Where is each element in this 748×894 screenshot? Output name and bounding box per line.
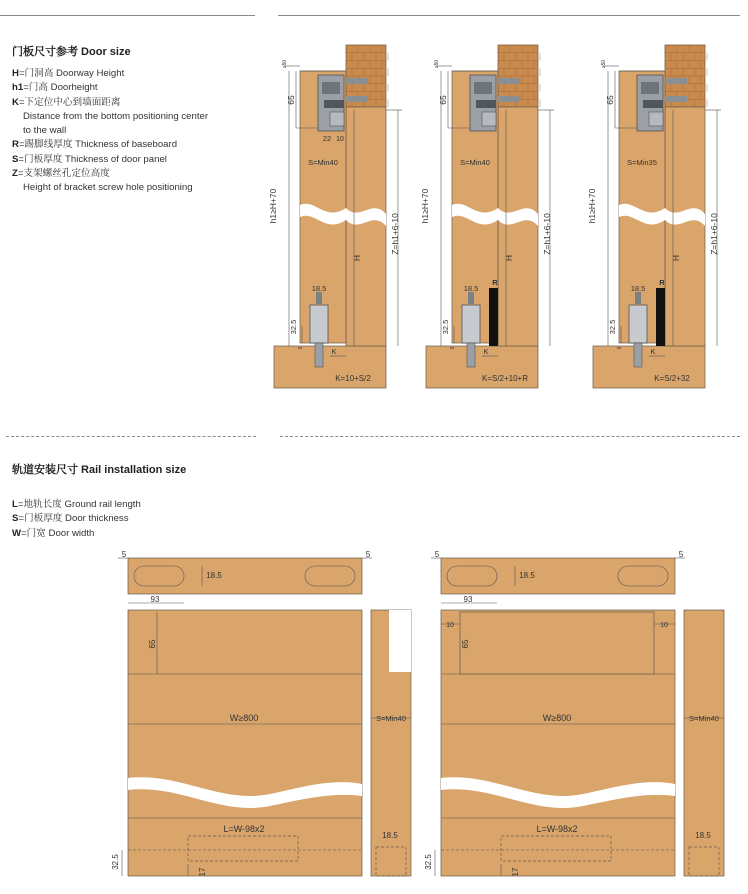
thickness-label: S=Min40 xyxy=(460,158,490,167)
dim-22: 22 xyxy=(322,134,332,143)
dim-32-5: 32.5 xyxy=(424,854,433,870)
rail-size-title: 轨道安装尺寸 Rail installation size xyxy=(12,464,187,476)
h-label: H xyxy=(504,254,514,262)
dim-10: 10 xyxy=(660,622,668,629)
bracket-detail xyxy=(330,112,344,126)
top-rail xyxy=(128,558,362,594)
dim-17: 17 xyxy=(198,867,207,877)
bottom-guide-pin xyxy=(468,292,474,304)
door-diagram xyxy=(420,45,554,388)
k-label: K xyxy=(483,347,489,356)
thickness-label: S=Min40 xyxy=(308,158,338,167)
bracket-detail xyxy=(641,82,659,94)
dim-5: 5 xyxy=(678,550,684,559)
side-notch xyxy=(389,610,411,672)
dim-93: 93 xyxy=(150,595,160,604)
bracket-detail xyxy=(474,82,492,94)
h1-label: h1≥H+70 xyxy=(587,188,597,224)
z-label: Z=h1+6-10 xyxy=(709,213,719,255)
floor-pin xyxy=(634,343,642,367)
legend-row: S=门板厚度 Door thickness xyxy=(12,513,129,525)
bottom-guide-pin xyxy=(316,292,322,304)
dim-32-5: 32.5 xyxy=(608,319,617,335)
floor-pin xyxy=(467,343,475,367)
door-diagram xyxy=(268,45,402,388)
wall-lower xyxy=(346,107,386,346)
bracket-detail xyxy=(649,112,663,126)
bottom-guide xyxy=(462,305,480,343)
dim-5: 5 xyxy=(365,550,371,559)
dim-18-5: 18.5 xyxy=(695,831,711,840)
dim-5: 5 xyxy=(121,550,127,559)
k-formula: K=S/2+32 xyxy=(654,374,690,383)
bracket-detail xyxy=(476,100,496,108)
w-label: W≥800 xyxy=(229,713,259,723)
legend-row: K=下定位中心到墙面距离 xyxy=(12,96,121,108)
dim-65: 65 xyxy=(286,95,296,105)
floor-pin xyxy=(315,343,323,367)
w-label: W≥800 xyxy=(542,713,572,723)
dim-65: 65 xyxy=(461,639,470,649)
legend-row: H=门洞高 Doorway Height xyxy=(12,68,125,79)
dim-10: 10 xyxy=(336,136,344,143)
legend-row: W=门宽 Door width xyxy=(12,527,95,539)
s-label: S=Min40 xyxy=(376,714,406,723)
dim-32-5: 32.5 xyxy=(111,854,120,870)
top-rail xyxy=(441,558,675,594)
dim-6: 6 xyxy=(450,346,456,350)
r-label: R xyxy=(659,278,665,287)
bracket-detail xyxy=(643,100,663,108)
bracket-detail xyxy=(322,82,340,94)
dim-93: 93 xyxy=(463,595,473,604)
s-label: S=Min40 xyxy=(689,714,719,723)
bottom-guide-pin xyxy=(635,292,641,304)
legend-row: to the wall xyxy=(23,125,67,137)
bottom-guide xyxy=(310,305,328,343)
wall-lower xyxy=(665,107,705,346)
legend-row: h1=门高 Doorheight xyxy=(12,82,98,94)
h-label: H xyxy=(352,254,362,262)
wall-lower xyxy=(498,107,538,346)
dim-10: 10 xyxy=(446,622,454,629)
gap-label: ≥50 xyxy=(282,59,288,69)
l-label: L=W-98x2 xyxy=(536,824,578,834)
legend-row: L=地轨长度 Ground rail length xyxy=(12,499,141,510)
rail-diagram xyxy=(111,550,411,876)
legend-row: Height of bracket screw hole positioning xyxy=(23,182,193,194)
k-formula: K=S/2+10+R xyxy=(481,374,529,383)
dim-18-5: 18.5 xyxy=(311,284,327,293)
k-label: K xyxy=(650,347,656,356)
h1-label: h1≥H+70 xyxy=(420,188,430,224)
bottom-guide xyxy=(629,305,647,343)
k-label: K xyxy=(331,347,337,356)
dim-6: 6 xyxy=(298,346,304,350)
dim-32-5: 32.5 xyxy=(289,319,298,335)
h-label: H xyxy=(671,254,681,262)
screw xyxy=(346,96,368,102)
gap-label: ≥50 xyxy=(434,59,440,69)
door-recess xyxy=(460,612,654,674)
dim-18-5: 18.5 xyxy=(382,831,398,840)
dim-5: 5 xyxy=(434,550,440,559)
screw xyxy=(498,78,520,84)
dim-18-5: 18.5 xyxy=(463,284,479,293)
baseboard xyxy=(489,288,498,346)
dim-6: 6 xyxy=(617,346,623,350)
baseboard xyxy=(656,288,665,346)
k-formula: K=10+S/2 xyxy=(335,374,371,383)
dim-17: 17 xyxy=(511,867,520,877)
bracket-detail xyxy=(482,112,496,126)
screw xyxy=(665,96,687,102)
gap-label: ≥50 xyxy=(601,59,607,69)
z-label: Z=h1+6-10 xyxy=(390,213,400,255)
legend-row: S=门板厚度 Thickness of door panel xyxy=(12,153,167,165)
l-label: L=W-98x2 xyxy=(223,824,265,834)
dim-18-5: 18.5 xyxy=(519,571,535,580)
door-diagram xyxy=(587,45,721,388)
dim-65: 65 xyxy=(438,95,448,105)
bracket-detail xyxy=(324,100,344,108)
z-label: Z=h1+6-10 xyxy=(542,213,552,255)
dim-18-5: 18.5 xyxy=(206,571,222,580)
rail-diagram xyxy=(424,550,724,876)
legend-row: Distance from the bottom positioning center xyxy=(23,110,209,122)
screw xyxy=(665,78,687,84)
dim-65: 65 xyxy=(605,95,615,105)
legend-row: R=踢脚线厚度 Thickness of baseboard xyxy=(12,139,178,151)
h1-label: h1≥H+70 xyxy=(268,188,278,224)
door-size-title: 门板尺寸参考 Door size xyxy=(12,46,131,58)
screw xyxy=(498,96,520,102)
legend-row: Z=支架螺丝孔定位高度 xyxy=(12,168,110,180)
screw xyxy=(346,78,368,84)
dim-65: 65 xyxy=(148,639,157,649)
r-label: R xyxy=(492,278,498,287)
dim-32-5: 32.5 xyxy=(441,319,450,335)
dim-18-5: 18.5 xyxy=(630,284,646,293)
thickness-label: S=Min35 xyxy=(627,158,657,167)
